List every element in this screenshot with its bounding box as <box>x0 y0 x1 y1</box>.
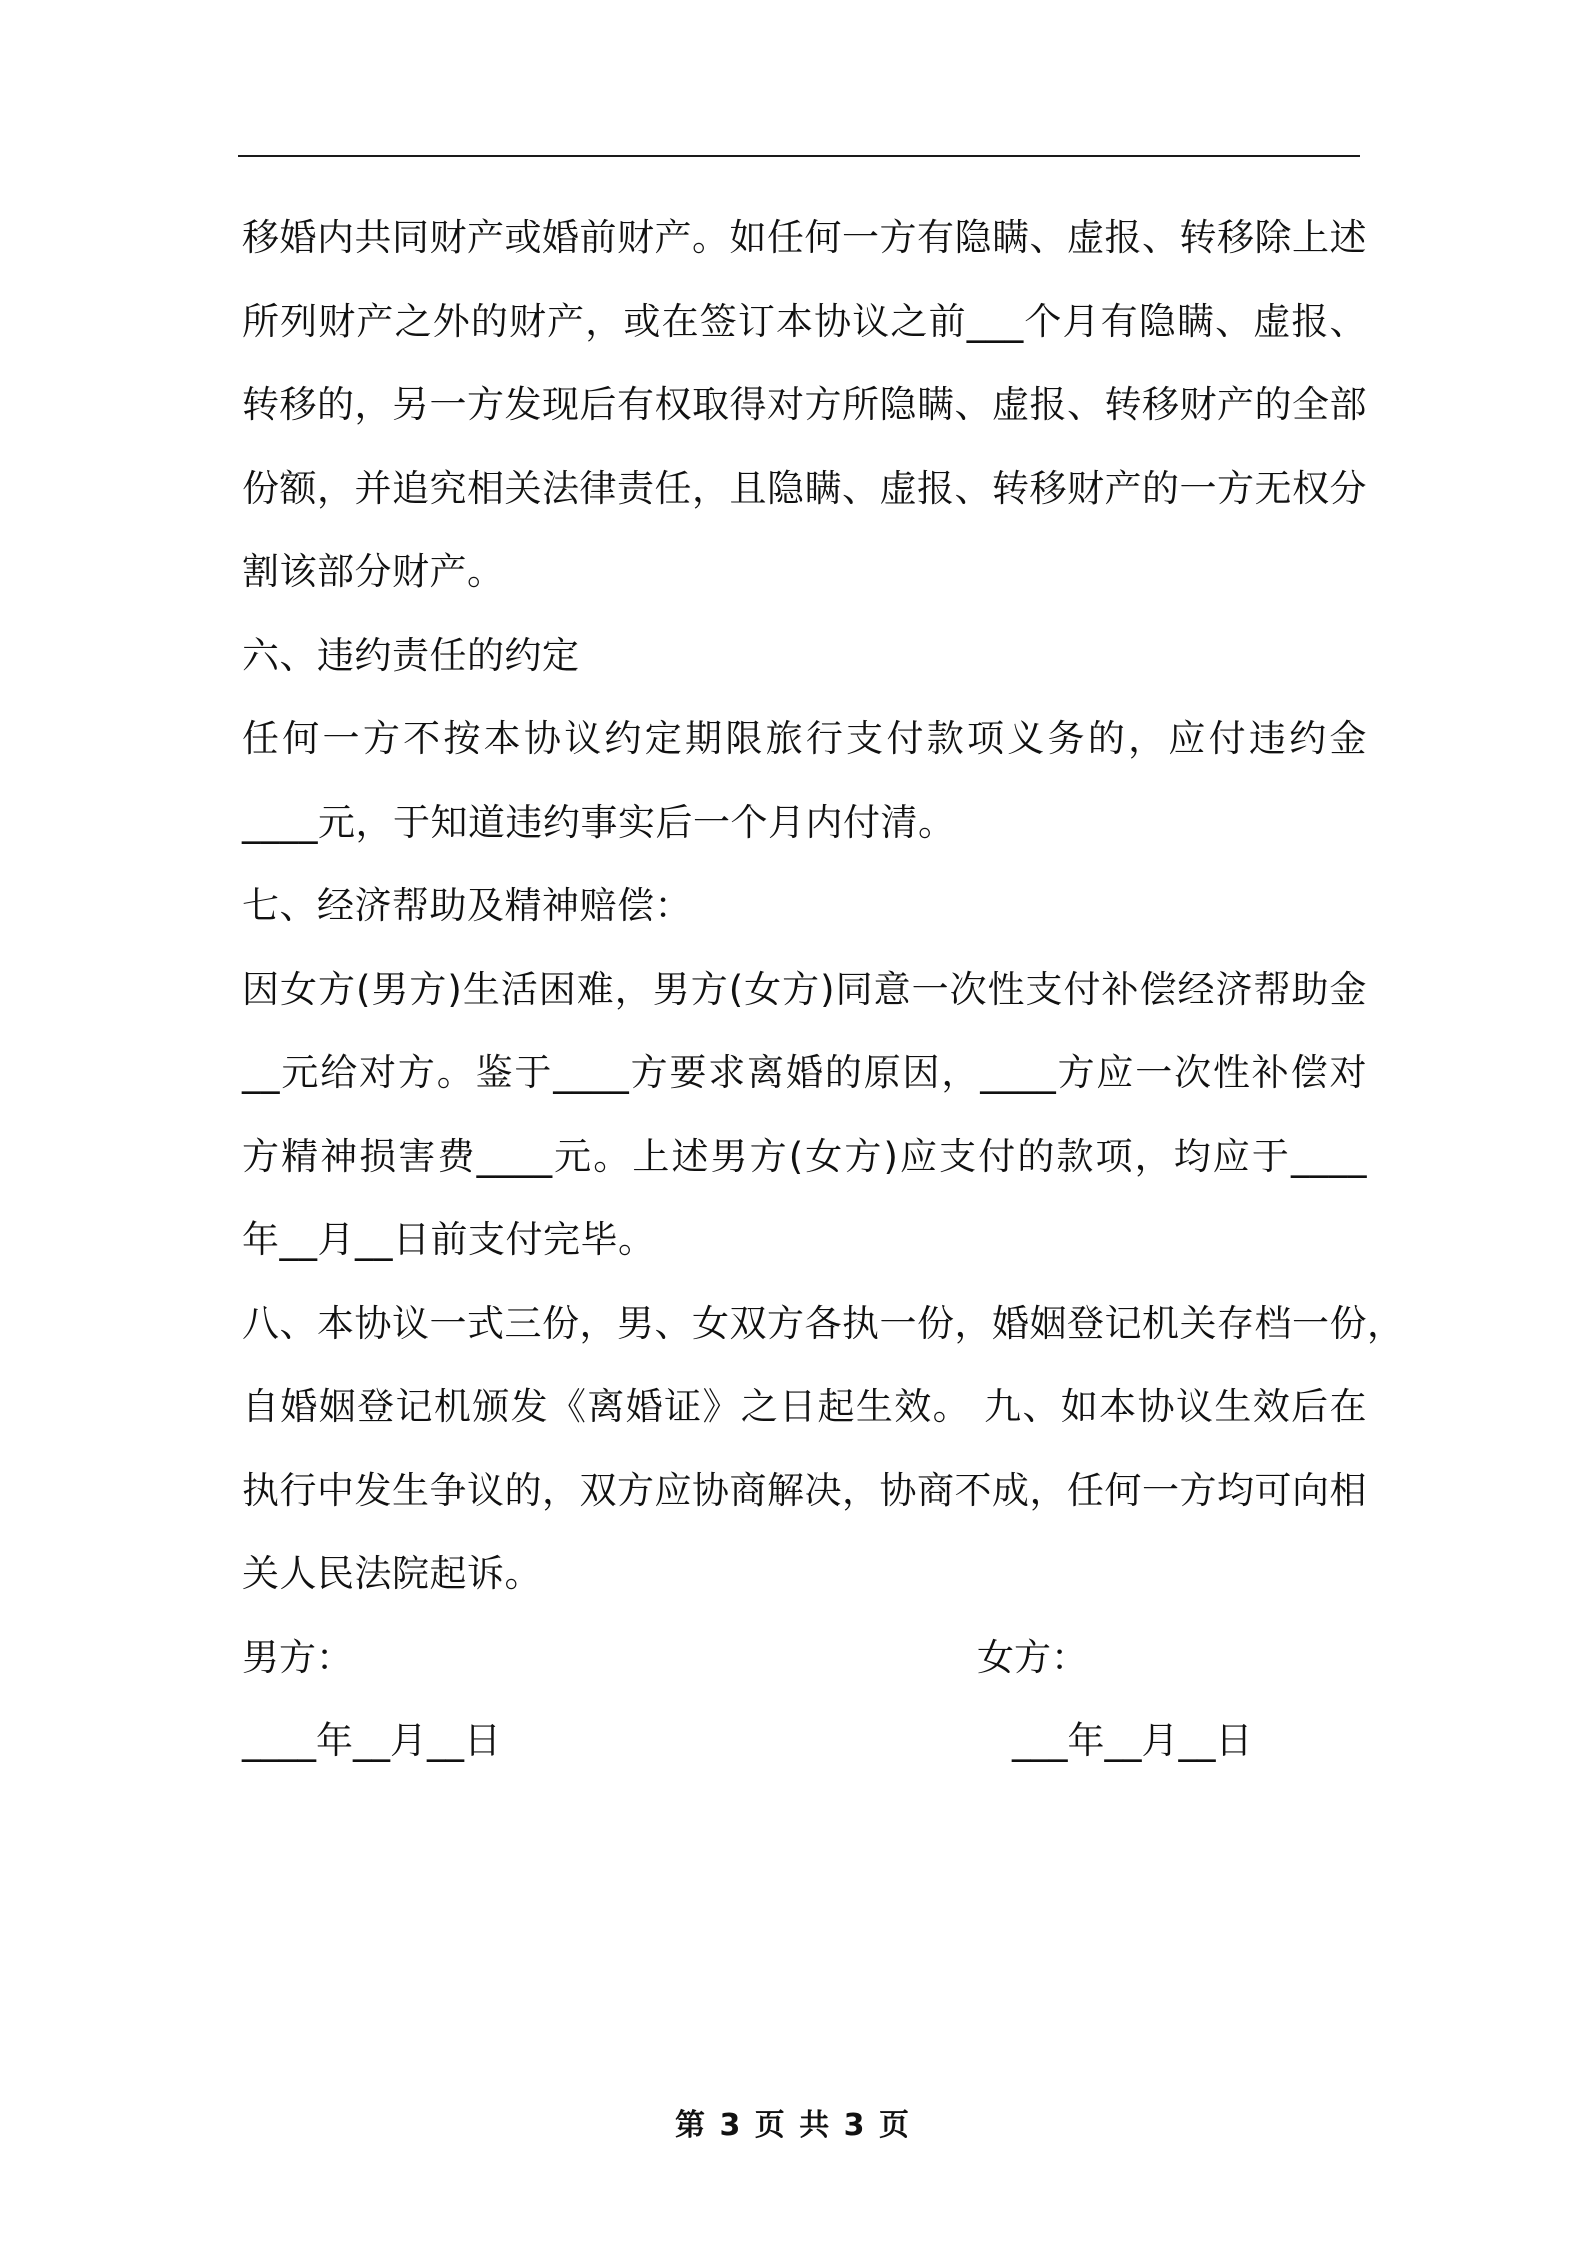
male-date-field: ____年__月__日 <box>242 1719 501 1762</box>
paragraph-line: 所列财产之外的财产，或在签订本协议之前___个月有隐瞒、虚报、 <box>242 299 1367 343</box>
section-heading: 七、经济帮助及精神赔偿： <box>242 884 692 927</box>
header-rule <box>238 155 1360 157</box>
paragraph-line: ____元，于知道违约事实后一个月内付清。 <box>242 800 956 844</box>
paragraph-line: 移婚内共同财产或婚前财产。如任何一方有隐瞒、虚报、转移除上述 <box>242 216 1367 259</box>
paragraph-line: 关人民法院起诉。 <box>242 1552 542 1595</box>
female-party-label: 女方： <box>977 1635 1088 1679</box>
signature-label-row <box>242 1616 1367 1700</box>
paragraph-line: 自婚姻登记机颁发《离婚证》之日起生效。 九、如本协议生效后在 <box>242 1385 1367 1428</box>
paragraph-line: __元给对方。鉴于____方要求离婚的原因，____方应一次性补偿对 <box>242 1051 1367 1094</box>
section-heading: 六、违约责任的约定 <box>242 633 580 677</box>
paragraph-line: 任何一方不按本协议约定期限旅行支付款项义务的，应付违约金 <box>242 717 1367 760</box>
paragraph-line: 份额，并追究相关法律责任，且隐瞒、虚报、转移财产的一方无权分 <box>242 466 1367 510</box>
page-number-footer: 第 3 页 共 3 页 <box>675 2108 911 2143</box>
document-body <box>242 196 1405 1783</box>
paragraph-line: 割该部分财产。 <box>242 550 505 593</box>
paragraph-line: 八、本协议一式三份，男、女双方各执一份，婚姻登记机关存档一份， <box>242 1301 1405 1345</box>
paragraph-line: 方精神损害费____元。上述男方(女方)应支付的款项，均应于____ <box>242 1134 1367 1178</box>
paragraph-line: 年__月__日前支付完毕。 <box>242 1218 656 1261</box>
female-date-field: ___年__月__日 <box>1012 1719 1253 1762</box>
paragraph-line: 因女方(男方)生活困难，男方(女方)同意一次性支付补偿经济帮助金 <box>242 967 1367 1011</box>
male-party-label: 男方： <box>242 1635 353 1679</box>
paragraph-line: 转移的，另一方发现后有权取得对方所隐瞒、虚报、转移财产的全部 <box>242 383 1367 426</box>
paragraph-line: 执行中发生争议的，双方应协商解决，协商不成，任何一方均可向相 <box>242 1468 1367 1512</box>
signature-date-row <box>242 1699 1367 1783</box>
